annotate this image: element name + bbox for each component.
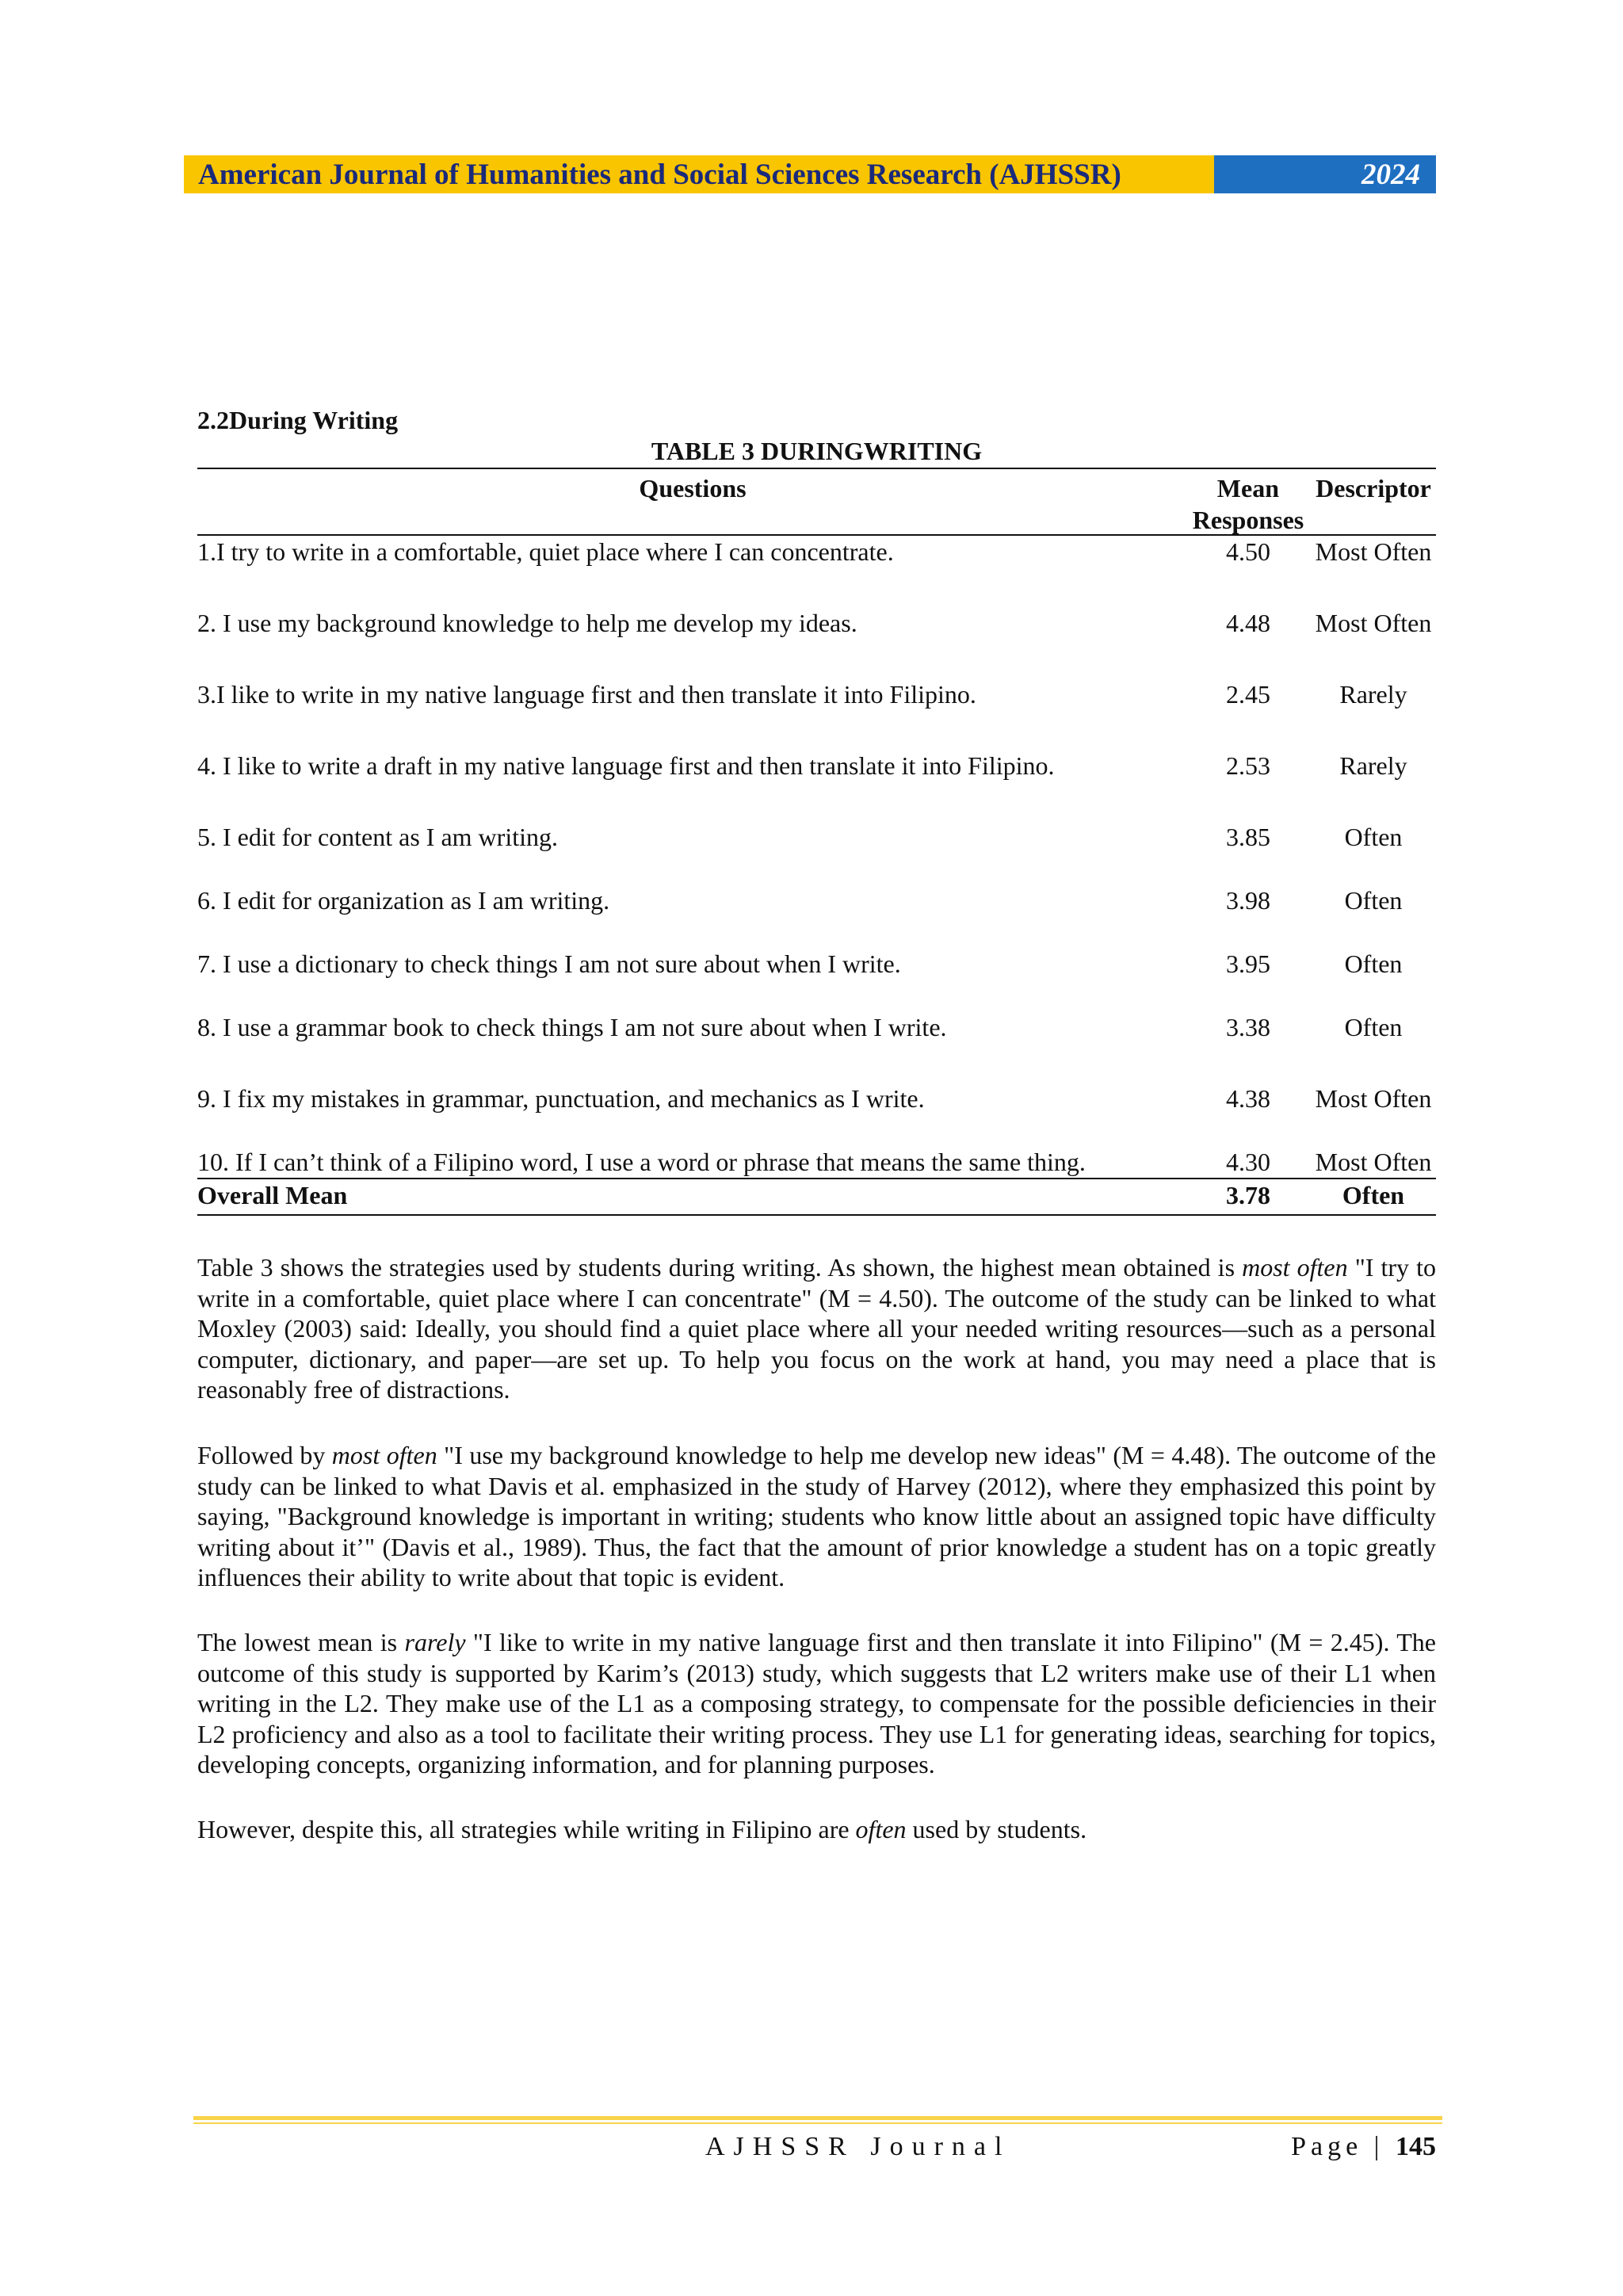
overall-mean: 3.78 bbox=[1226, 1181, 1270, 1209]
footer-rule-thin bbox=[193, 2122, 1442, 2124]
footer-journal: AJHSSR Journal bbox=[705, 2132, 1011, 2161]
row-mean: 3.98 bbox=[1226, 886, 1270, 915]
paragraph-3 bbox=[197, 1627, 1436, 1780]
table-overall-rule bbox=[197, 1178, 1436, 1179]
paragraph-text: "I use my background knowledge to help me develop new ideas" (M = 4.48). The outcome of the study can be linked to what Davis et al. emphasized in the study of Harvey (2012), where they emphasized this point by saying, "Background knowledge is important in writing; students who know little about an assigned topic have difficulty writing about it’" (Davis et al., 1989). Thus, the fact that the amount of prior knowledge a student has on a topic greatly influences their ability to write about that topic is evident. bbox=[197, 1441, 1436, 1592]
header-title-band bbox=[184, 155, 1214, 193]
table-title: TABLE 3 DURINGWRITING bbox=[651, 437, 983, 465]
row-question: 1.I try to write in a comfortable, quiet place where I can concentrate. bbox=[197, 537, 894, 566]
row-descriptor: Most Often bbox=[1315, 609, 1432, 637]
paragraph-emphasis: most often bbox=[331, 1441, 437, 1469]
row-question: 7. I use a dictionary to check things I am not sure about when I write. bbox=[197, 949, 901, 978]
row-question: 4. I like to write a draft in my native language first and then translate it into Filipino. bbox=[197, 751, 1055, 780]
row-descriptor: Rarely bbox=[1339, 680, 1407, 709]
header-year-band bbox=[1214, 155, 1436, 193]
paragraph-4 bbox=[197, 1814, 1436, 1845]
row-mean: 2.53 bbox=[1226, 751, 1270, 780]
paragraph-emphasis: rarely bbox=[404, 1628, 466, 1656]
row-question: 6. I edit for organization as I am writing. bbox=[197, 886, 610, 915]
row-descriptor: Often bbox=[1344, 1013, 1403, 1041]
row-mean: 4.48 bbox=[1226, 609, 1270, 637]
row-mean: 3.38 bbox=[1226, 1013, 1270, 1041]
paragraph-emphasis: most often bbox=[1242, 1253, 1348, 1282]
row-descriptor: Most Often bbox=[1315, 537, 1432, 566]
row-mean: 4.38 bbox=[1226, 1084, 1270, 1113]
journal-header bbox=[184, 155, 1436, 193]
section-heading: 2.2During Writing bbox=[197, 406, 399, 434]
paragraph-text: Followed by bbox=[197, 1441, 332, 1469]
header-descriptor: Descriptor bbox=[1316, 474, 1431, 502]
row-mean: 3.85 bbox=[1226, 823, 1270, 851]
paragraph-text: Table 3 shows the strategies used by students during writing. As shown, the highest mean obtained is bbox=[197, 1253, 1243, 1282]
row-descriptor: Rarely bbox=[1339, 751, 1407, 780]
paragraph-text: used by students. bbox=[906, 1815, 1087, 1843]
row-mean: 4.30 bbox=[1226, 1148, 1270, 1176]
row-question: 8. I use a grammar book to check things I am not sure about when I write. bbox=[197, 1013, 947, 1041]
row-question: 2. I use my background knowledge to help me develop my ideas. bbox=[197, 609, 857, 637]
row-mean: 4.50 bbox=[1226, 537, 1270, 566]
paragraph-text: "I like to write in my native language first and then translate it into Filipino" (M = 2.45). The outcome of this study is supported by Karim’s (2013) study, which suggests that L2 writers make use of their L1 when writing in the L2. They make use of the L1 as a composing strategy, to compensate for the possible deficiencies in their L2 proficiency and also as a tool to facilitate their writing process. They use L1 for generating ideas, searching for topics, developing concepts, organizing information, and for planning purposes. bbox=[197, 1628, 1437, 1779]
journal-title: American Journal of Humanities and Social Sciences Research (AJHSSR) bbox=[198, 158, 1121, 191]
paragraph-1 bbox=[197, 1252, 1436, 1405]
footer-page-label: Page | bbox=[1291, 2132, 1384, 2161]
table-header-rule bbox=[197, 534, 1436, 536]
paragraph-emphasis: often bbox=[855, 1815, 907, 1843]
journal-year: 2024 bbox=[1361, 158, 1420, 191]
row-question: 5. I edit for content as I am writing. bbox=[197, 823, 558, 851]
footer-rule-thick bbox=[193, 2116, 1442, 2120]
table-bottom-rule bbox=[197, 1214, 1436, 1216]
row-descriptor: Often bbox=[1344, 823, 1403, 851]
row-question: 9. I fix my mistakes in grammar, punctuation, and mechanics as I write. bbox=[197, 1084, 925, 1113]
row-descriptor: Most Often bbox=[1315, 1148, 1432, 1176]
header-mean bbox=[1189, 472, 1308, 536]
header-questions: Questions bbox=[639, 474, 747, 502]
table-top-rule bbox=[197, 468, 1436, 469]
row-descriptor: Often bbox=[1344, 949, 1403, 978]
overall-descriptor: Often bbox=[1342, 1181, 1405, 1209]
row-descriptor: Often bbox=[1344, 886, 1403, 915]
paragraph-2 bbox=[197, 1440, 1436, 1593]
header-mean-line1: Mean bbox=[1216, 474, 1279, 502]
paragraph-text: However, despite this, all strategies while writing in Filipino are bbox=[197, 1815, 856, 1843]
row-mean: 2.45 bbox=[1226, 680, 1270, 709]
footer-page-number: 145 bbox=[1396, 2132, 1436, 2161]
paragraph-text: The lowest mean is bbox=[197, 1628, 405, 1656]
row-mean: 3.95 bbox=[1226, 949, 1270, 978]
row-question: 10. If I can’t think of a Filipino word, I use a word or phrase that means the same thing. bbox=[197, 1148, 1086, 1176]
footer-page bbox=[1291, 2132, 1436, 2162]
row-descriptor: Most Often bbox=[1315, 1084, 1432, 1113]
overall-label: Overall Mean bbox=[197, 1181, 348, 1209]
paragraph-text: "I try to write in a comfortable, quiet place where I can concentrate" (M = 4.50). The outcome of the study can be linked to what Moxley (2003) said: Ideally, you should find a quiet place where all your needed writing resources—such as a personal computer, dictionary, and paper—are set up. To help you focus on the work at hand, you may need a place that is reasonably free of distractions. bbox=[197, 1253, 1437, 1404]
header-mean-line2: Responses bbox=[1192, 506, 1304, 534]
row-question: 3.I like to write in my native language first and then translate it into Filipino. bbox=[197, 680, 976, 709]
